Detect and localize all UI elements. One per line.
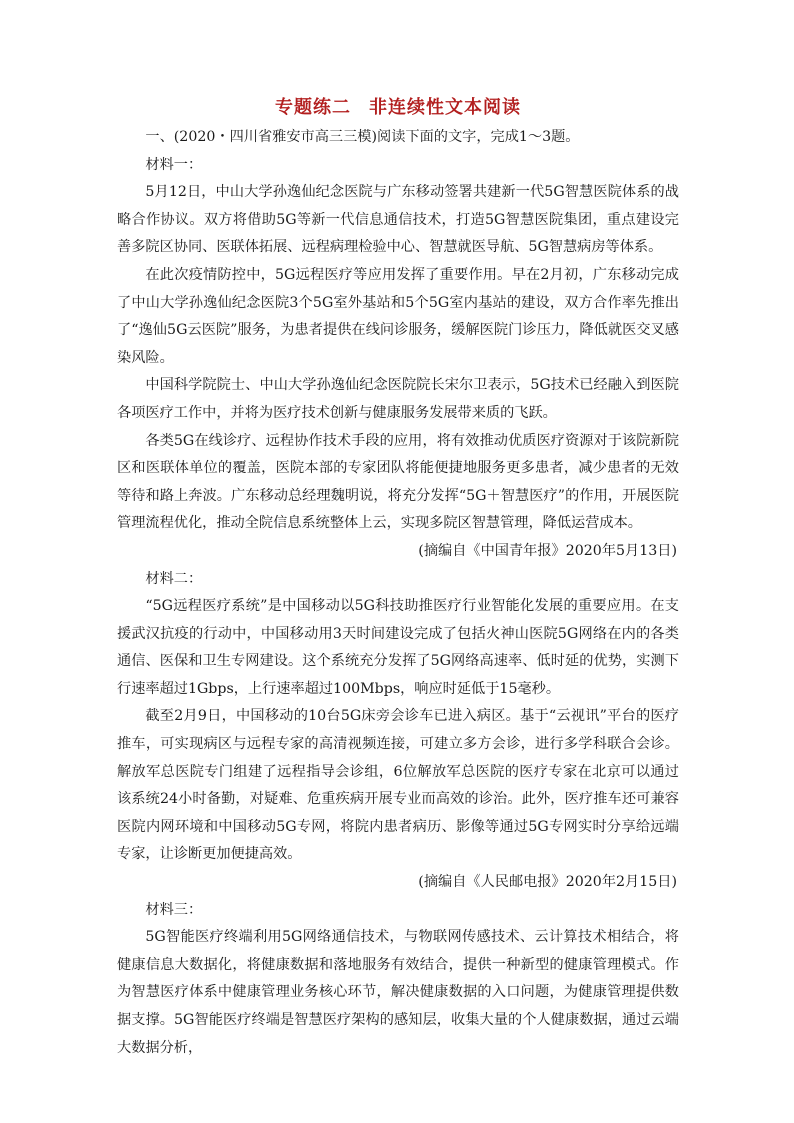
material-1-paragraph-4: 各类5G在线诊疗、远程协作技术手段的应用，将有效推动优质医疗资源对于该院新院区和医联体单位的覆盖，医院本部的专家团队将能便捷地服务更多患者，减少患者的无效等待和路上奔波。广东移动总经理魏明说，将充分发挥“5G＋智慧医疗”的作用，开展医院管理流程优化，推动全院信息系统整体上云，实现多院区智慧管理，降低运营成本。 bbox=[117, 432, 679, 532]
title-part-2: 非连续性文本阅读 bbox=[369, 97, 521, 118]
material-1-paragraph-1: 5月12日，中山大学孙逸仙纪念医院与广东移动签署共建新一代5G智慧医院体系的战略合作协议。双方将借助5G等新一代信息通信技术，打造5G智慧医院集团，重点建设完善多院区协同、医联体拓展、远程病理检验中心、智慧就医导航、5G智慧病房等体系。 bbox=[117, 184, 679, 256]
material-1-label: 材料一： bbox=[145, 156, 203, 173]
material-1-paragraph-2: 在此次疫情防控中，5G远程医疗等应用发挥了重要作用。早在2月初，广东移动完成了中山大学孙逸仙纪念医院3个5G室外基站和5个5G室内基站的建设，双方合作率先推出了“逸仙5G云医院”服务，为患者提供在线问诊服务，缓解医院门诊压力，降低就医交叉感染风险。 bbox=[117, 266, 679, 366]
question-intro: 一、(2020・四川省雅安市高三三模)阅读下面的文字，完成1～3题。 bbox=[145, 129, 580, 145]
document-page bbox=[117, 96, 679, 1062]
material-2-paragraph-2: 截至2月9日，中国移动的10台5G床旁会诊车已进入病区。基于“云视讯”平台的医疗推车，可实现病区与远程专家的高清视频连接，可建立多方会诊，进行多学科联合会诊。解放军总医院专门组建了远程指导会诊组，6位解放军总医院的医疗专家在北京可以通过该系统24小时备勤，对疑难、危重疾病开展专业而高效的诊治。此外，医疗推车还可兼容医院内网环境和中国移动5G专网，将院内患者病历、影像等通过5G专网实时分享给远端专家，让诊断更加便捷高效。 bbox=[117, 708, 679, 863]
material-2-source: (摘编自《人民邮电报》2020年2月15日) bbox=[418, 874, 677, 891]
material-1-paragraph-3: 中国科学院院士、中山大学孙逸仙纪念医院院长宋尔卫表示，5G技术已经融入到医院各项医疗工作中，并将为医疗技术创新与健康服务发展带来质的飞跃。 bbox=[117, 377, 679, 421]
material-2-paragraph-1: “5G远程医疗系统”是中国移动以5G科技助推医疗行业智能化发展的重要应用。在支援武汉抗疫的行动中，中国移动用3天时间建设完成了包括火神山医院5G网络在内的各类通信、医保和卫生专网建设。这个系统充分发挥了5G网络高速率、低时延的优势，实测下行速率超过1Gbps，上行速率超过100Mbps，响应时延低于15毫秒。 bbox=[117, 598, 679, 697]
material-3-paragraph-1: 5G智能医疗终端利用5G网络通信技术，与物联网传感技术、云计算技术相结合，将健康信息大数据化，将健康数据和落地服务有效结合，提供一种新型的健康管理模式。作为智慧医疗体系中健康管理业务核心环节，解决健康数据的入口问题，为健康管理提供数据支撑。5G智能医疗终端是智慧医疗架构的感知层，收集大量的个人健康数据，通过云端大数据分析， bbox=[117, 929, 679, 1056]
material-2-label: 材料二： bbox=[145, 570, 203, 587]
material-1-source: (摘编自《中国青年报》2020年5月13日) bbox=[418, 542, 677, 559]
page-title bbox=[117, 96, 679, 120]
material-3-label: 材料三： bbox=[145, 901, 203, 918]
title-part-1: 专题练二 bbox=[275, 97, 351, 118]
